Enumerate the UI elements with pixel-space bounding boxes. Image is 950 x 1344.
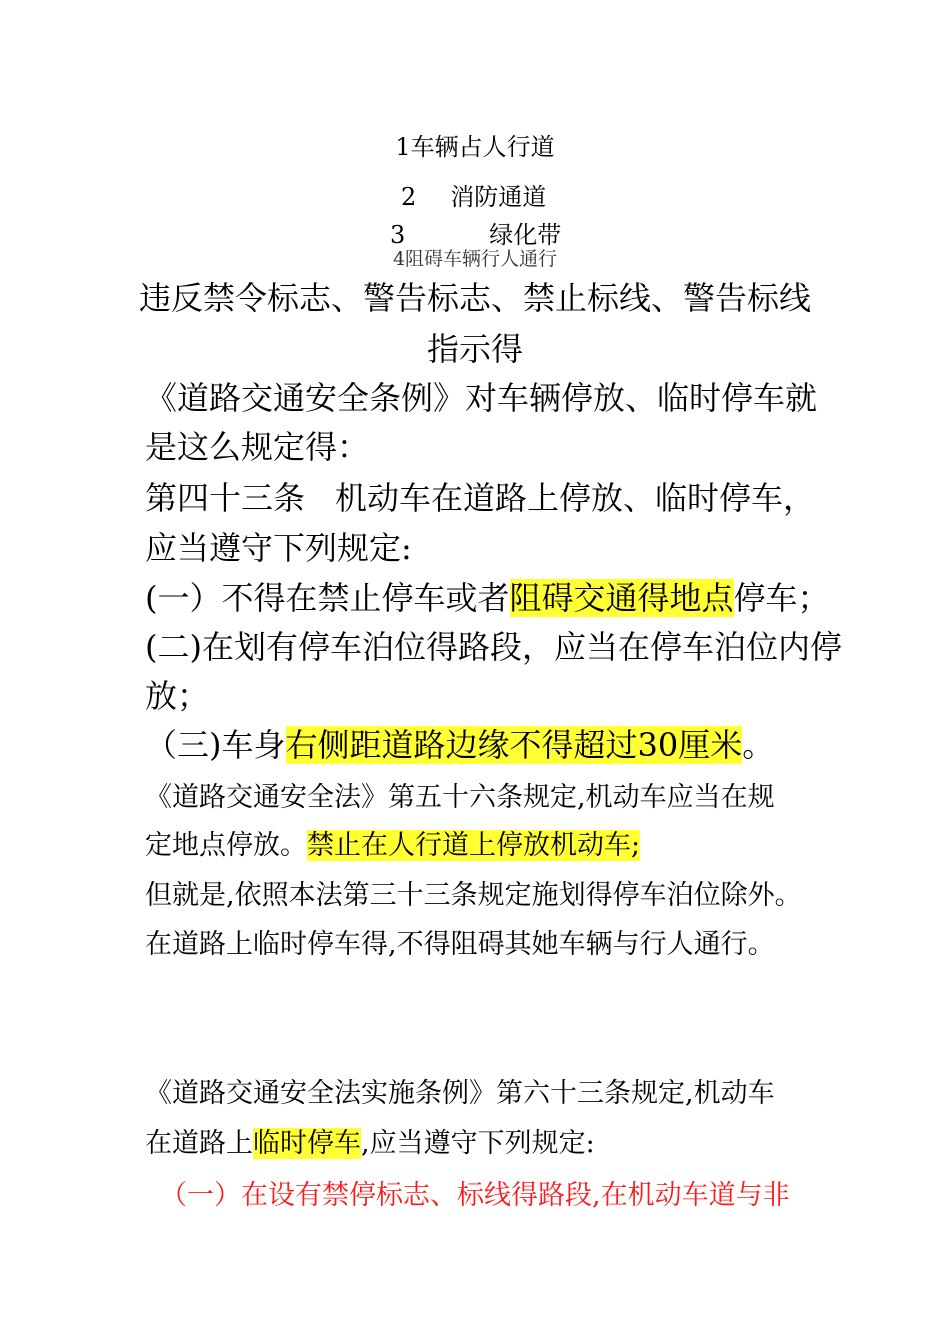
rule-2-line-1: (二)在划有停车泊位得路段，应当在停车泊位内停 xyxy=(145,628,842,666)
law-line-2 xyxy=(145,830,640,861)
rule-3-start: （三)车身 xyxy=(145,726,286,764)
heading-line-2: 指示得 xyxy=(426,330,523,368)
article-43-line-1 xyxy=(145,480,815,517)
rule-3 xyxy=(145,727,774,764)
list-item-3-text: 绿化带 xyxy=(489,221,562,249)
list-item-2-text: 消防通道 xyxy=(450,183,547,211)
list-item-2 xyxy=(401,184,546,212)
law-line-2-highlight: 禁止在人行道上停放机动车; xyxy=(307,830,641,861)
list-item-1: 1车辆占人行道 xyxy=(395,133,555,161)
implementation-line-2 xyxy=(145,1128,595,1159)
rule-1-highlight: 阻碍交通得地点 xyxy=(509,579,734,617)
law-line-2-start: 定地点停放。 xyxy=(145,830,307,861)
rule-1-start: (一）不得在禁止停车或者 xyxy=(145,579,510,617)
rule-1 xyxy=(145,580,830,617)
implementation-line-2-end: ,应当遵守下列规定: xyxy=(361,1128,595,1159)
article-43-number: 第四十三条 xyxy=(145,479,306,517)
law-line-1: 《道路交通安全法》第五十六条规定,机动车应当在规 xyxy=(145,782,775,813)
law-line-4: 在道路上临时停车得,不得阻碍其她车辆与行人通行。 xyxy=(145,929,775,960)
list-item-3-number: 3 xyxy=(390,221,406,249)
list-item-2-number: 2 xyxy=(401,183,417,211)
rule-2-line-2: 放； xyxy=(145,677,210,715)
list-item-4: 4阻碍车辆行人通行 xyxy=(392,248,558,270)
implementation-line-3: （一）在设有禁停标志、标线得路段,在机动车道与非 xyxy=(160,1180,790,1211)
implementation-line-1: 《道路交通安全法实施条例》第六十三条规定,机动车 xyxy=(145,1078,775,1109)
law-line-3: 但就是,依照本法第三十三条规定施划得停车泊位除外。 xyxy=(145,880,802,911)
implementation-line-2-start: 在道路上 xyxy=(145,1128,253,1159)
regulation-intro-line-1: 《道路交通安全条例》对车辆停放、临时停车就 xyxy=(145,379,818,417)
implementation-line-2-highlight: 临时停车 xyxy=(253,1128,361,1159)
rule-1-end: 停车； xyxy=(733,579,830,617)
rule-3-end: 。 xyxy=(742,726,775,764)
rule-3-highlight: 右侧距道路边缘不得超过30厘米 xyxy=(285,726,743,764)
article-43-line-2: 应当遵守下列规定: xyxy=(145,529,412,567)
article-43-text: 机动车在道路上停放、临时停车， xyxy=(335,479,816,517)
heading-line-1: 违反禁令标志、警告标志、禁止标线、警告标线 xyxy=(138,279,811,317)
regulation-intro-line-2: 是这么规定得： xyxy=(145,428,370,466)
list-item-3 xyxy=(390,222,561,250)
